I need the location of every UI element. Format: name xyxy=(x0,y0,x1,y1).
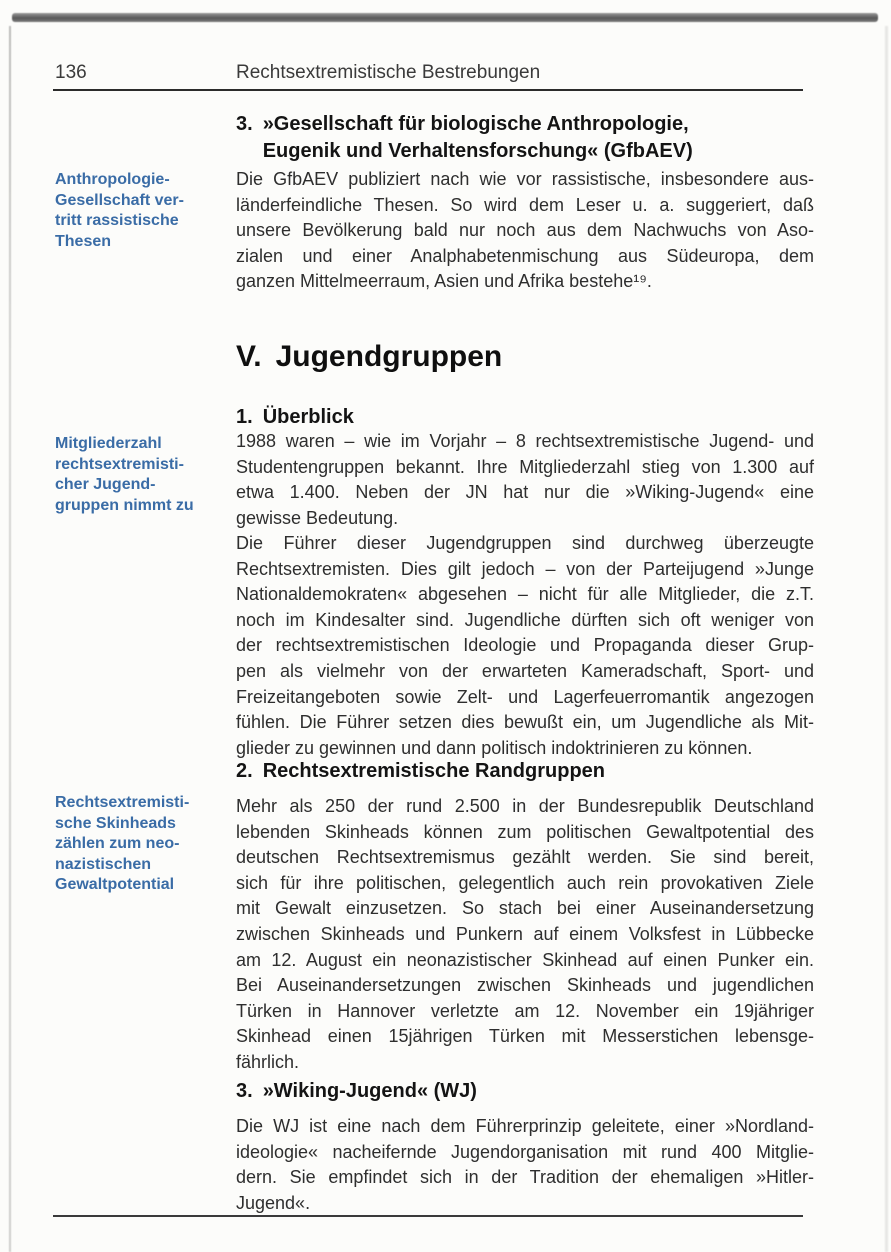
section-heading-number: 3. xyxy=(236,1080,253,1102)
section-heading-gfbaev xyxy=(236,111,814,165)
section-heading-lines: »Gesellschaft für biologische Anthropologie, Eugenik und Verhaltensforschung« (GfbAEV) xyxy=(262,113,693,162)
scan-edge-left xyxy=(9,26,11,1252)
footnote-rule xyxy=(53,1215,803,1217)
running-header-title: Rechtsextremistische Bestrebungen xyxy=(236,62,541,83)
section-heading-number: 1. xyxy=(236,406,253,428)
paragraph-randgruppen: Mehr als 250 der rund 2.500 in der Bundesrepublik Deutschland lebenden Skinheads können zum politischen Gewaltpotential des deutschen Rechtsextremismus gezählt werden. Sie sind bereit, sich für ihre politischen, gelegentlich auch rein provokativen Ziele mit Gewalt einzusetzen. So stach bei einer Auseinandersetzung zwischen Skinheads und Punkern auf einem Volksfest in Lübbecke am 12. August ein neonazistischer Skinhead auf einen Punker ein. Bei Auseinandersetzungen zwischen Skinheads und jugendlichen Türken in Hannover verletzte am 12. November ein 19jähriger Skinhead einen 15jährigen Türken mit Messerstichen lebensge- fährlich. xyxy=(236,796,814,1072)
scan-edge-top xyxy=(12,13,878,22)
section-heading-number: 3. xyxy=(236,113,253,135)
section-heading-label: Überblick xyxy=(262,406,354,428)
section-heading-label: Rechtsextremistische Randgruppen xyxy=(262,760,606,782)
section-heading-randgruppen xyxy=(236,758,814,784)
paragraph-ueberblick-2: Die Führer dieser Jugendgruppen sind durchweg überzeugte Rechtsextremisten. Dies gilt jedoch – von der Parteijugend »Junge Nationaldemokraten« abgesehen – nicht für alle Mitglieder, die z.T. noch im Kindesalter sind. Jugendliche dürften sich oft weniger von der rechtsextremistischen Ideologie und Propaganda dieser Grup- pen als vielmehr von der erwarteten Kameradschaft, Sport- und Freizeitangeboten sowie Zelt- und Lagerfeuerromantik angezogen fühlen. Die Führer setzen dies bewußt ein, um Jugendliche als Mit- glieder zu gewinnen und dann politisch indoktrinieren zu können. xyxy=(236,533,814,758)
margin-note-anthropologie: Anthropologie- Gesellschaft ver- tritt rassistische Thesen xyxy=(55,171,184,250)
chapter-number: V. xyxy=(236,340,262,373)
paragraph-gfbaev: Die GfbAEV publiziert nach wie vor rassistische, insbesondere aus- länderfeindliche Thesen. So wird dem Leser u. a. suggeriert, daß unsere Bevölkerung bald nur noch aus dem Nachwuchs von Aso- zialen und einer Analphabetenmischung aus Südeuropa, dem ganzen Mittelmeerraum, Asien und Afrika bestehe¹⁹. xyxy=(236,169,814,292)
paragraph-wiking-jugend: Die WJ ist eine nach dem Führerprinzip geleitete, einer »Nordland- ideologie« nacheifernde Jugendorganisation mit rund 400 Mitglie- dern. Sie empfindet sich in der Tradition der ehemaligen »Hitler- Jugend«. xyxy=(236,1116,814,1213)
paragraph-ueberblick-1: 1988 waren – wie im Vorjahr – 8 rechtsextremistische Jugend- und Studentengruppen bekannt. Ihre Mitgliederzahl stieg von 1.300 auf etwa 1.400. Neben der JN hat nur die »Wiking-Jugend« eine gewisse Bedeutung. xyxy=(236,431,814,528)
section-heading-ueberblick xyxy=(236,404,814,430)
chapter-heading-jugendgruppen xyxy=(236,340,814,374)
section-heading-label: »Wiking-Jugend« (WJ) xyxy=(262,1080,477,1102)
header-rule xyxy=(53,89,803,91)
section-heading-wiking-jugend xyxy=(236,1078,814,1104)
page-number: 136 xyxy=(55,62,87,83)
margin-note-mitgliederzahl: Mitgliederzahl rechtsextremisti- cher Jugend- gruppen nimmt zu xyxy=(55,435,194,514)
chapter-title: Jugendgruppen xyxy=(275,340,503,373)
scan-edge-right xyxy=(885,26,888,1252)
section-heading-number: 2. xyxy=(236,760,253,782)
margin-note-skinheads: Rechtsextremisti- sche Skinheads zählen zum neo- nazistischen Gewaltpotential xyxy=(55,794,190,893)
